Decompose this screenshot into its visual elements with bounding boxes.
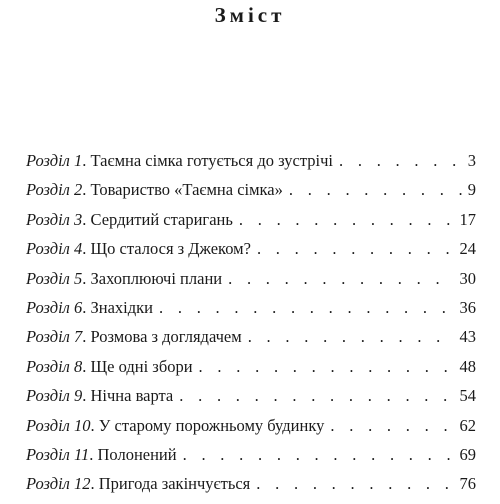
page-number: 3	[467, 151, 476, 170]
chapter-number: Розділ 4	[26, 239, 83, 259]
chapter-number: Розділ 1	[26, 151, 83, 170]
chapter-number: Розділ 6	[26, 297, 83, 317]
chapter-title: Товариство «Таємна сімка»	[90, 180, 283, 200]
chapter-title: Захоплюючі плани	[90, 268, 223, 288]
toc-entry[interactable]: Розділ 7. Розмова з доглядачем . . . 43	[26, 327, 476, 356]
page-number: 62	[459, 415, 476, 435]
chapter-title: Пригода закінчується	[98, 474, 251, 494]
toc-entry[interactable]: Розділ 10. У старому порожньому будинку . . . 62	[26, 416, 476, 445]
toc-entry[interactable]: Розділ 11. Полонений . . . 69	[26, 445, 476, 474]
dot-leader	[248, 327, 455, 347]
page-number: 30	[459, 268, 476, 288]
chapter-number: Розділ 5	[26, 268, 83, 288]
dot-leader	[339, 151, 463, 171]
chapter-title: Знахідки	[90, 297, 153, 317]
chapter-title: Нічна варта	[90, 386, 174, 406]
dot-leader	[239, 210, 455, 230]
chapter-number: Розділ 3	[26, 209, 83, 229]
toc-entry[interactable]: Розділ 2. Товариство «Таємна сімка» . . . 9	[26, 180, 476, 209]
dot-leader	[179, 386, 454, 406]
toc-entry[interactable]: Розділ 4. Що сталося з Джеком? . . . 24	[26, 239, 476, 268]
page-number: 54	[459, 386, 476, 406]
page-number: 48	[459, 356, 476, 376]
dot-leader	[256, 474, 454, 494]
chapter-title: Розмова з доглядачем	[90, 327, 242, 347]
chapter-title: Сердитий старигань	[90, 209, 233, 229]
dot-leader	[257, 239, 455, 259]
page-number: 17	[459, 209, 476, 229]
page-number: 69	[459, 444, 476, 464]
toc-entry[interactable]: Розділ 9. Нічна варта . . . 54	[26, 386, 476, 415]
chapter-number: Розділ 11	[26, 444, 90, 464]
dot-leader	[199, 357, 455, 377]
page-number: 43	[459, 327, 476, 347]
chapter-number: Розділ 2	[26, 180, 83, 200]
chapter-title: У старому порожньому будинку	[98, 415, 325, 435]
dot-leader	[159, 298, 455, 318]
dot-leader	[183, 445, 455, 465]
toc-entry[interactable]: Розділ 8. Ще одні збори . . . 48	[26, 357, 476, 386]
page-number: 36	[459, 297, 476, 317]
chapter-title: Полонений	[97, 444, 177, 464]
chapter-number: Розділ 12	[26, 474, 91, 494]
toc-entry[interactable]: Розділ 12. Пригода закінчується . . . 76	[26, 474, 476, 503]
toc-entry[interactable]: Розділ 1. Таємна сімка готується до зустрічі . . . 3	[26, 151, 476, 180]
chapter-title: Що сталося з Джеком?	[90, 239, 251, 259]
chapter-title: Ще одні збори	[90, 356, 193, 376]
toc-entry[interactable]: Розділ 5. Захоплюючі плани . . . 30	[26, 269, 476, 298]
page-title: Зміст	[214, 3, 286, 27]
chapter-number: Розділ 10	[26, 415, 91, 435]
dot-leader	[228, 269, 454, 289]
table-of-contents	[26, 151, 476, 504]
chapter-title: Таємна сімка готується до зустрічі	[90, 151, 333, 170]
chapter-number: Розділ 7	[26, 327, 83, 347]
dot-leader	[330, 416, 454, 436]
chapter-number: Розділ 9	[26, 386, 83, 406]
dot-leader	[289, 180, 463, 200]
page-number: 76	[459, 474, 476, 494]
chapter-number: Розділ 8	[26, 356, 83, 376]
toc-entry[interactable]: Розділ 3. Сердитий старигань . . . 17	[26, 210, 476, 239]
page-number: 9	[467, 180, 476, 200]
page-number: 24	[459, 239, 476, 259]
toc-entry[interactable]: Розділ 6. Знахідки . . . 36	[26, 298, 476, 327]
